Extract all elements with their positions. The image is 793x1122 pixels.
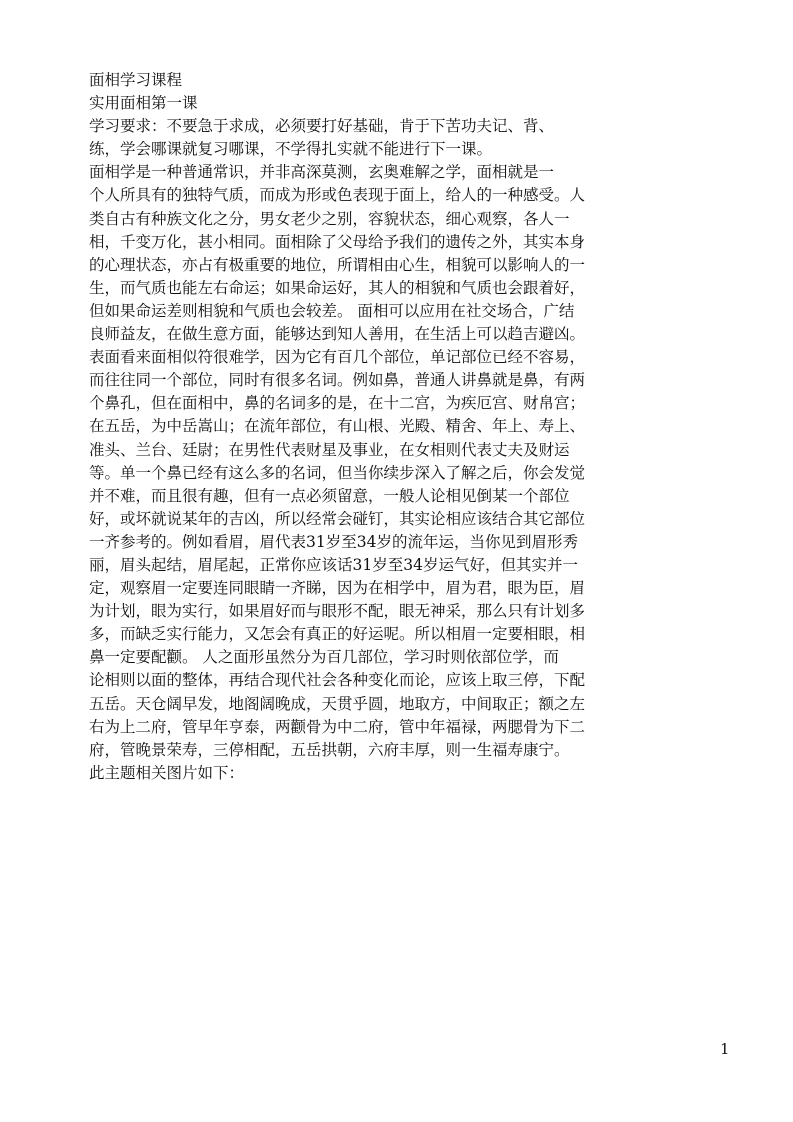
text-line: 为计划，眼为实行，如果眉好而与眼形不配，眼无神采，那么只有计划多: [89, 602, 586, 621]
related-images-caption: 此主题相关图片如下：: [89, 763, 245, 782]
text-line: 鼻一定要配颧。 人之面形虽然分为百几部位，学习时则依部位学，而: [89, 648, 559, 667]
text-line: 类自古有种族文化之分，男女老少之别，容貌状态，细心观察，各人一: [89, 209, 570, 228]
page-number: 1: [720, 1040, 730, 1058]
text-line: 相，千变万化，甚小相同。面相除了父母给予我们的遗传之外，其实本身: [89, 232, 586, 251]
text-line: 并不难，而且很有趣，但有一点必须留意，一般人论相见倒某一个部位: [89, 486, 570, 505]
text-line: 生，而气质也能左右命运；如果命运好，其人的相貌和气质也会跟着好，: [89, 278, 586, 297]
text-line: 面相学是一种普通常识，并非高深莫测，玄奥难解之学，面相就是一: [89, 163, 555, 182]
text-line: 而往往同一个部位，同时有很多名词。例如鼻，普通人讲鼻就是鼻，有两: [89, 371, 586, 390]
text-line: 的心理状态，亦占有极重要的地位，所谓相由心生，相貌可以影响人的一: [89, 255, 586, 274]
text-line: 学习要求：不要急于求成，必须要打好基础，肯于下苦功夫记、背、: [89, 117, 555, 136]
text-line: 一齐参考的。例如看眉，眉代表31岁至34岁的流年运，当你见到眉形秀: [89, 532, 578, 551]
text-line: 右为上二府，管早年亨泰，两颧骨为中二府，管中年福禄，两腮骨为下二: [89, 717, 586, 736]
text-line: 个鼻孔，但在面相中，鼻的名词多的是，在十二宫，为疾厄宫、财帛宫；: [89, 394, 586, 413]
document-title: 面相学习课程: [89, 71, 183, 89]
document-body: [89, 69, 749, 785]
text-line: 府，管晚景荣寿，三停相配，五岳拱朝，六府丰厚，则一生福寿康宁。: [89, 740, 570, 759]
lesson-title: 实用面相第一课: [89, 94, 198, 113]
text-line: 练，学会哪课就复习哪课，不学得扎实就不能进行下一课。: [89, 140, 493, 159]
text-line: 五岳。天仓阔早发，地阁阔晚成，天贯乎圆，地取方，中间取正；额之左: [89, 694, 586, 713]
text-line: 好，或坏就说某年的吉凶，所以经常会碰钉，其实论相应该结合其它部位: [89, 509, 586, 528]
text-line: 丽，眉头起结，眉尾起，正常你应该话31岁至34岁运气好，但其实并一: [89, 555, 578, 574]
text-line: 等。单一个鼻已经有这么多的名词，但当你续步深入了解之后，你会发觉: [89, 463, 586, 482]
text-line: 但如果命运差则相貌和气质也会较差。 面相可以应用在社交场合，广结: [89, 301, 575, 320]
text-line: 准头、兰台、廷尉；在男性代表财星及事业，在女相则代表丈夫及财运: [89, 440, 570, 459]
text-line: 个人所具有的独特气质，而成为形或色表现于面上，给人的一种感受。人: [89, 186, 586, 205]
text-line: 良师益友，在做生意方面，能够达到知人善用，在生活上可以趋吉避凶。: [89, 325, 586, 344]
text-line: 定，观察眉一定要连同眼睛一齐睇，因为在相学中，眉为君，眼为臣，眉: [89, 579, 586, 598]
text-line: 多，而缺乏实行能力，又怎会有真正的好运呢。所以相眉一定要相眼，相: [89, 625, 586, 644]
text-line: 论相则以面的整体，再结合现代社会各种变化而论，应该上取三停，下配: [89, 671, 586, 690]
text-line: 在五岳，为中岳嵩山；在流年部位，有山根、光殿、精舍、年上、寿上、: [89, 417, 586, 436]
text-line: 表面看来面相似符很难学，因为它有百几个部位，单记部位已经不容易，: [89, 348, 586, 367]
